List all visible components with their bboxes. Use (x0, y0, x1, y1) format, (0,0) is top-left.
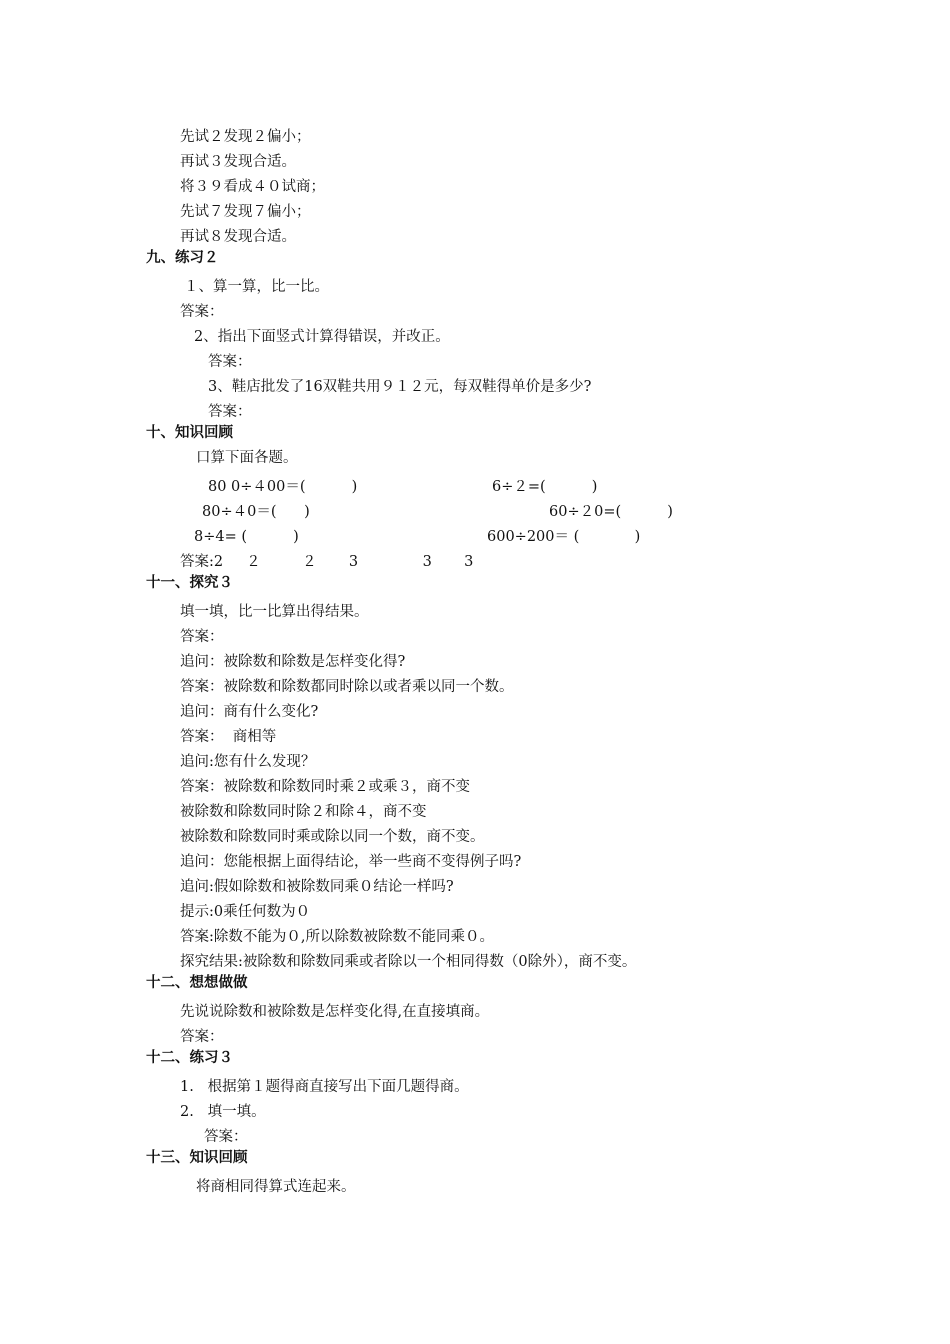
section-heading: 十一、探究３ (146, 575, 233, 591)
text-line: 答案： 商相等 (180, 729, 277, 745)
answer-line: 答案： (204, 1129, 248, 1145)
answer-line: 答案： (208, 354, 252, 370)
text-line: 追问：商有什么变化? (180, 704, 319, 720)
text-line: 答案：被除数和除数同时乘２或乘３，商不变 (180, 779, 470, 795)
text-line: 先说说除数和被除数是怎样变化得,在直接填商。 (180, 1004, 490, 1020)
text-line: 被除数和除数同时乘或除以同一个数，商不变。 (180, 829, 485, 845)
answer-line: 答案： (180, 1029, 224, 1045)
section-heading: 十、知识回顾 (146, 425, 233, 441)
text-line: 再试８发现合适。 (180, 229, 296, 245)
answer-line: 答案:2 ２ ２ 3 3 3 (180, 554, 474, 570)
equation: 600÷200＝ ( ) (487, 529, 641, 545)
equation: 8÷4= ( ) (194, 529, 299, 545)
text-line: 追问：您能根据上面得结论，举一些商不变得例子吗? (180, 854, 522, 870)
section-heading: 十二、想想做做 (146, 975, 248, 991)
equation: 60÷２0=( ) (549, 504, 673, 520)
section-heading: 九、练习２ (146, 250, 219, 266)
equation: 6÷２=( ) (492, 479, 598, 495)
instruction-line: 口算下面各题。 (196, 450, 298, 466)
text-line: 追问:假如除数和被除数同乘０结论一样吗? (180, 879, 454, 895)
text-line: 再试３发现合适。 (180, 154, 296, 170)
text-line: 提示:0乘任何数为０ (180, 904, 311, 920)
section-heading: 十二、练习３ (146, 1050, 233, 1066)
question-line: １、算一算，比一比。 (184, 279, 329, 295)
text-line: 先试２发现２偏小； (180, 129, 311, 145)
text-line: 将商相同得算式连起来。 (196, 1179, 356, 1195)
answer-line: 答案： (208, 404, 252, 420)
text-line: 答案：被除数和除数都同时除以或者乘以同一个数。 (180, 679, 514, 695)
text-line: 追问：被除数和除数是怎样变化得? (180, 654, 406, 670)
text-line: 答案： (180, 629, 224, 645)
question-line: 1. 根据第１题得商直接写出下面几题得商。 (180, 1079, 469, 1095)
text-line: 被除数和除数同时除２和除４，商不变 (180, 804, 427, 820)
text-line: 探究结果:被除数和除数同乘或者除以一个相同得数（0除外），商不变。 (180, 954, 637, 970)
equation: 80÷４0＝( ) (202, 504, 310, 520)
answer-line: 答案： (180, 304, 224, 320)
question-line: 2. 填一填。 (180, 1104, 266, 1120)
question-line: 2、指出下面竖式计算得错误，并改正。 (194, 329, 450, 345)
text-line: 填一填，比一比算出得结果。 (180, 604, 369, 620)
question-line: 3、鞋店批发了16双鞋共用９１２元，每双鞋得单价是多少? (208, 379, 592, 395)
equation: 80 0÷４00＝( ) (208, 479, 358, 495)
text-line: 先试７发现７偏小； (180, 204, 311, 220)
text-line: 答案:除数不能为０,所以除数被除数不能同乘０。 (180, 929, 494, 945)
section-heading: 十三、知识回顾 (146, 1150, 248, 1166)
text-line: 将３９看成４０试商； (180, 179, 325, 195)
text-line: 追问:您有什么发现？ (180, 754, 316, 770)
